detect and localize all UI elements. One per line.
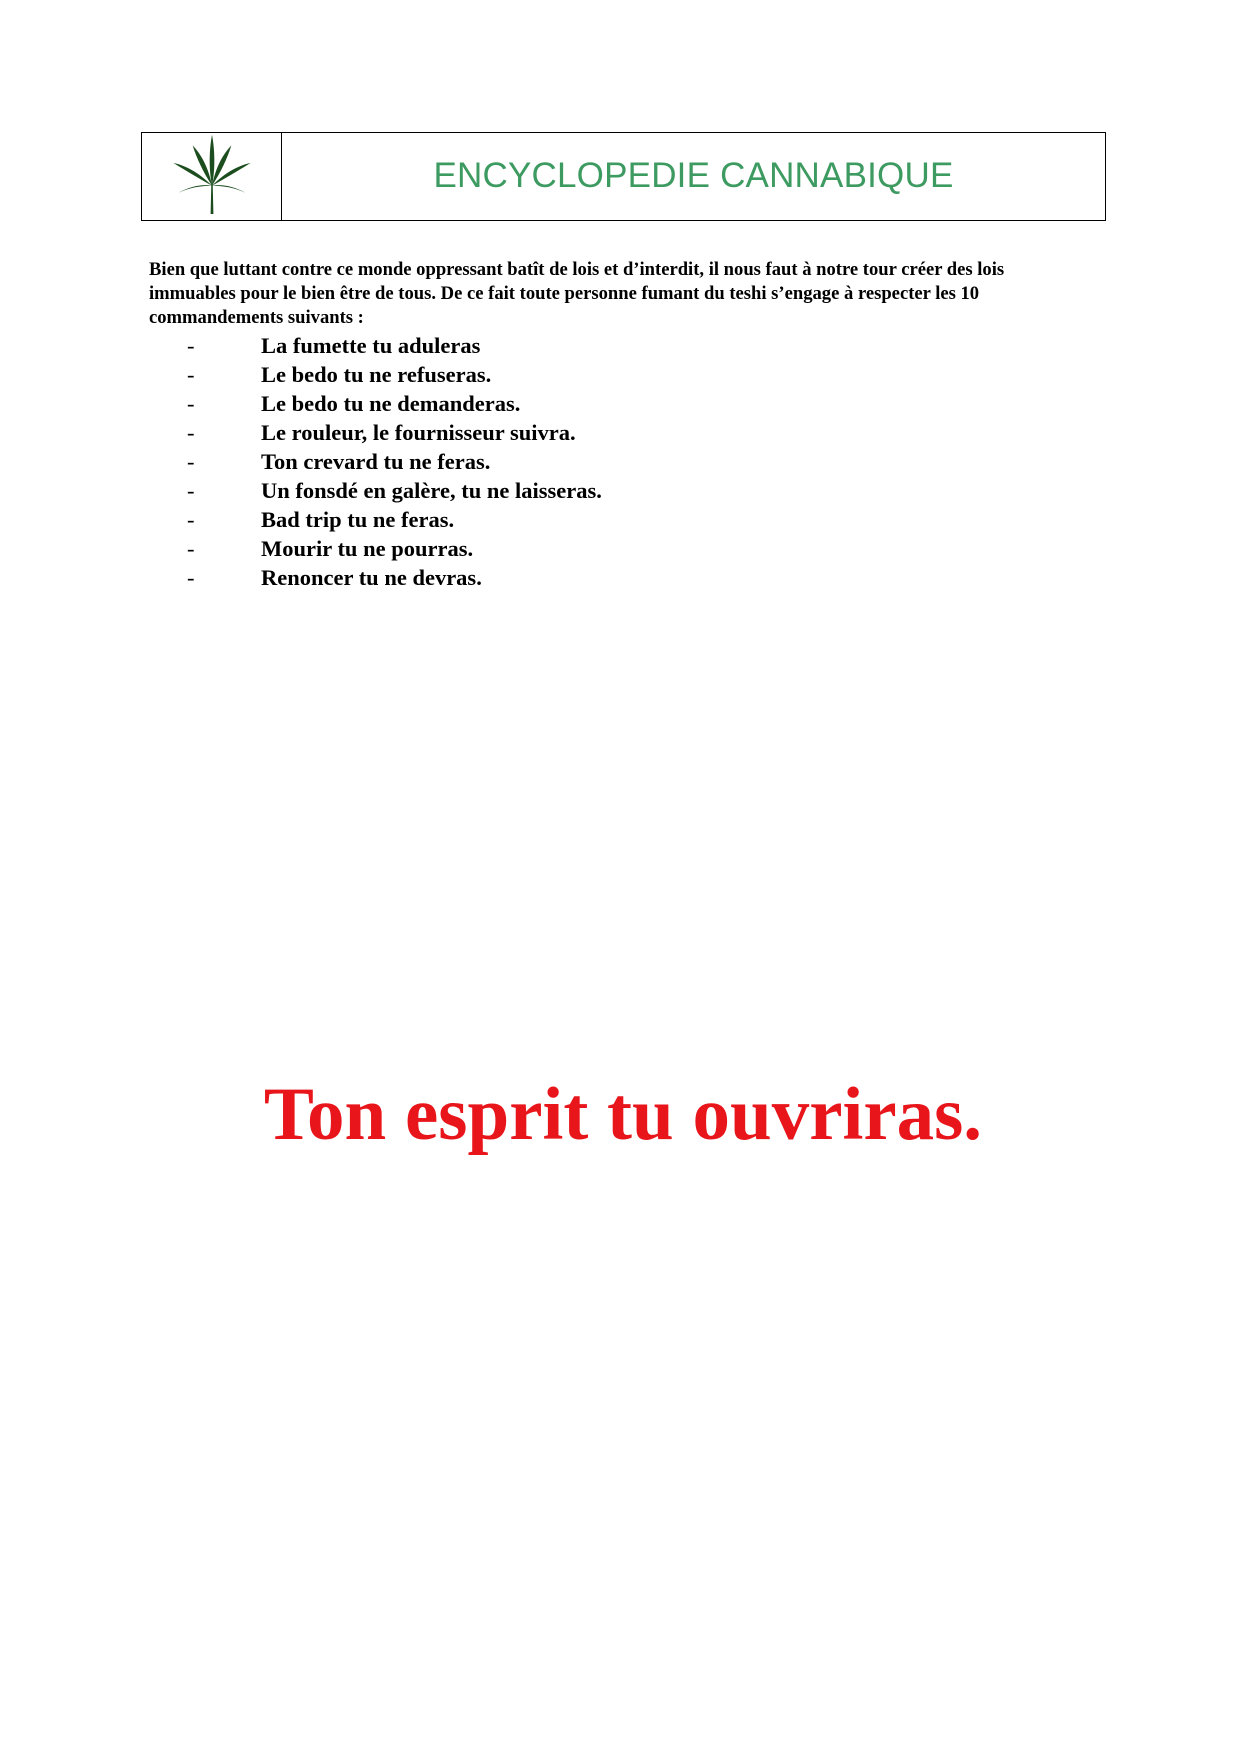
list-bullet: - bbox=[187, 507, 195, 532]
commandment-text: Bad trip tu ne feras. bbox=[261, 507, 455, 532]
logo-cell bbox=[142, 133, 282, 220]
commandment-text: Le rouleur, le fournisseur suivra. bbox=[261, 420, 576, 445]
list-bullet: - bbox=[187, 362, 195, 387]
list-bullet: - bbox=[187, 565, 195, 590]
list-bullet: - bbox=[187, 333, 195, 358]
list-bullet: - bbox=[187, 536, 195, 561]
commandment-text: Un fonsdé en galère, tu ne laisseras. bbox=[261, 478, 602, 503]
list-bullet: - bbox=[187, 478, 195, 503]
closing-commandment: Ton esprit tu ouvriras. bbox=[263, 1073, 983, 1156]
cannabis-leaf-icon bbox=[166, 133, 258, 221]
list-bullet: - bbox=[187, 449, 195, 474]
commandment-text: La fumette tu aduleras bbox=[261, 333, 481, 358]
commandment-text: Ton crevard tu ne feras. bbox=[261, 449, 491, 474]
commandment-text: Mourir tu ne pourras. bbox=[261, 536, 474, 561]
document-header bbox=[141, 132, 1106, 221]
commandment-text: Le bedo tu ne refuseras. bbox=[261, 362, 492, 387]
commandment-text: Renoncer tu ne devras. bbox=[261, 565, 482, 590]
encyclopedia-title: ENCYCLOPEDIE CANNABIQUE bbox=[433, 155, 954, 195]
intro-paragraph: Bien que luttant contre ce monde oppressant batît de lois et d’interdit, il nous faut à notre tour créer des lois immuables pour le bien être de tous. De ce fait toute personne fumant du teshi s’engage à respecter les 10 commandements suivants : bbox=[149, 259, 1005, 328]
commandment-text: Le bedo tu ne demanderas. bbox=[261, 391, 521, 416]
list-bullet: - bbox=[187, 391, 195, 416]
list-bullet: - bbox=[187, 420, 195, 445]
